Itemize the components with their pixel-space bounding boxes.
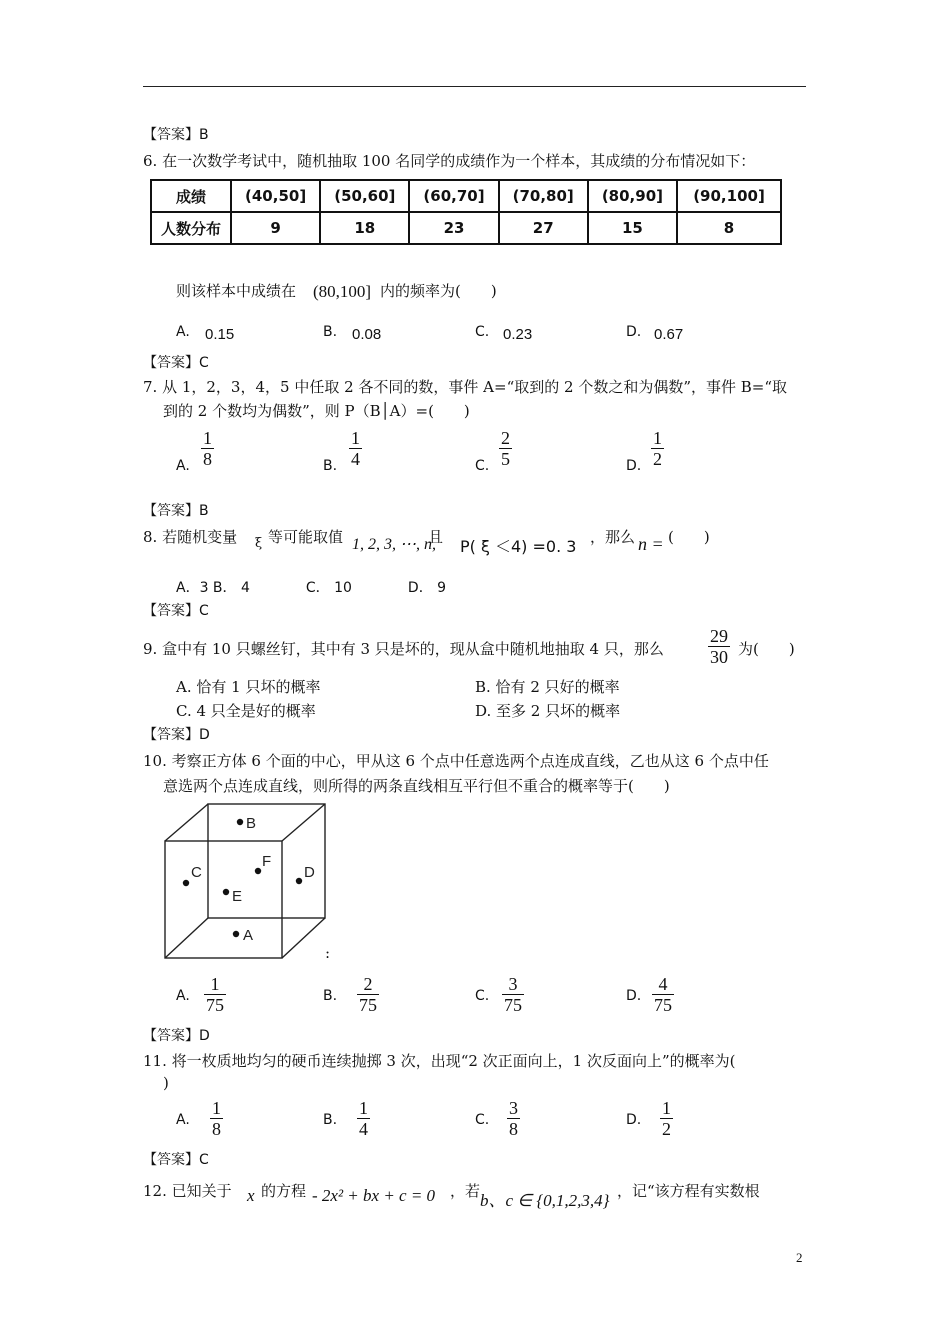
option-fraction: $\frac{4}{75}$ xyxy=(654,974,672,1015)
question-9-post: 为( ) xyxy=(738,640,795,658)
option-value: 0.67 xyxy=(654,326,684,343)
question-12-x: x xyxy=(247,1186,255,1205)
point-a xyxy=(233,931,239,937)
question-7-line1: 7. 从 1，2，3，4，5 中任取 2 各不同的数，事件 A=“取到的 2 个数之和为偶数”，事件 B=“取 xyxy=(143,378,788,396)
question-8-n: n = xyxy=(638,534,664,554)
option-fraction: $\frac{1}{8}$ xyxy=(203,428,212,469)
option-label: C. xyxy=(475,988,490,1004)
option-label: C. xyxy=(475,1112,490,1128)
option-fraction: $\frac{1}{2}$ xyxy=(662,1098,671,1139)
option: D. 至多 2 只坏的概率 xyxy=(475,702,621,720)
label-b: B xyxy=(246,815,257,832)
answer-9: 【答案】D xyxy=(143,727,210,743)
question-6-sub-pre: 则该样本中成绩在 xyxy=(176,282,297,300)
option-label: B. xyxy=(323,1112,338,1128)
cube-figure xyxy=(160,800,340,965)
answer-8: 【答案】C xyxy=(143,603,209,619)
option-fraction: $\frac{1}{4}$ xyxy=(359,1098,368,1139)
table-cell: (40,50] xyxy=(231,180,320,212)
point-d xyxy=(296,878,302,884)
question-8-options: A．3 B． 4 C． 10 D． 9 xyxy=(176,580,447,596)
question-9-fraction: $\frac{29}{30}$ xyxy=(710,626,728,667)
option-label: D. xyxy=(626,458,642,474)
question-8-prob: P( ξ ＜4) =0. 3 xyxy=(460,537,577,556)
table-cell: 9 xyxy=(231,212,320,244)
table-cell: 15 xyxy=(588,212,677,244)
option-label: A. xyxy=(176,988,190,1004)
table-cell: (90,100] xyxy=(677,180,781,212)
point-e xyxy=(223,889,229,895)
table-row xyxy=(151,180,781,212)
point-f xyxy=(255,868,261,874)
option: B. 恰有 2 只好的概率 xyxy=(475,678,620,696)
question-8-paren: ( ) xyxy=(668,528,710,546)
option-value: 0.15 xyxy=(205,326,235,343)
option-label: D. xyxy=(626,324,642,340)
question-8-values: 1, 2, 3, ⋯, n, xyxy=(352,536,436,553)
page-number: 2 xyxy=(796,1250,803,1265)
option-fraction: $\frac{2}{5}$ xyxy=(501,428,510,469)
option-label: C. xyxy=(475,324,490,340)
option-label: A. xyxy=(176,458,190,474)
question-8-post: ，那么 xyxy=(590,528,636,546)
answer-10: 【答案】D xyxy=(143,1028,210,1044)
table-cell: 8 xyxy=(677,212,781,244)
table-cell: 27 xyxy=(499,212,588,244)
option-fraction: $\frac{2}{75}$ xyxy=(359,974,377,1015)
question-10-line2: 意选两个点连成直线，则所得的两条直线相互平行但不重合的概率等于( ) xyxy=(163,777,670,795)
question-8-and: 且 xyxy=(428,528,444,546)
question-8-pre: 8. 若随机变量 xyxy=(143,528,238,546)
question-6-sub-post: 内的频率为( ) xyxy=(380,282,497,300)
label-e: E xyxy=(232,888,243,905)
option-label: B. xyxy=(323,324,338,340)
question-11-line1: 11. 将一枚质地均匀的硬币连续抛掷 3 次，出现“2 次正面向上，1 次反面向上”的概率为( xyxy=(143,1052,736,1070)
option-value: 0.08 xyxy=(352,326,382,343)
question-12-post: ，记“该方程有实数根 xyxy=(617,1182,760,1200)
table-row xyxy=(151,212,781,244)
question-12-mid: 的方程 xyxy=(261,1182,307,1200)
score-distribution-table xyxy=(150,179,782,245)
option-label: C. xyxy=(475,458,490,474)
option-fraction: $\frac{1}{75}$ xyxy=(206,974,224,1015)
table-cell: (70,80] xyxy=(499,180,588,212)
table-cell: (60,70] xyxy=(409,180,498,212)
option-label: D. xyxy=(626,988,642,1004)
header-rule xyxy=(143,86,806,87)
option-label: D. xyxy=(626,1112,642,1128)
option-value: 0.23 xyxy=(503,326,533,343)
answer-5: 【答案】B xyxy=(143,127,209,143)
option-label: B. xyxy=(323,458,338,474)
label-c: C xyxy=(191,864,202,881)
option-fraction: $\frac{1}{8}$ xyxy=(212,1098,221,1139)
label-f: F xyxy=(262,853,272,870)
question-6-interval: (80,100] xyxy=(313,282,372,301)
question-12-ruo: ，若 xyxy=(450,1182,481,1200)
question-8-mid: 等可能取值 xyxy=(268,528,344,546)
answer-11: 【答案】C xyxy=(143,1152,209,1168)
question-10-colon: : xyxy=(325,944,331,962)
table-cell: 23 xyxy=(409,212,498,244)
question-12-set: b、c ∈ {0,1,2,3,4} xyxy=(480,1191,610,1210)
option-label: A. xyxy=(176,324,190,340)
point-b xyxy=(237,819,243,825)
question-12-pre: 12. 已知关于 xyxy=(143,1182,232,1200)
label-a: A xyxy=(243,927,254,944)
point-c xyxy=(183,880,189,886)
table-cell: (80,90] xyxy=(588,180,677,212)
table-cell: 成绩 xyxy=(151,180,231,212)
answer-7: 【答案】B xyxy=(143,503,209,519)
option-label: B. xyxy=(323,988,338,1004)
option-fraction: $\frac{3}{8}$ xyxy=(509,1098,518,1139)
option: A. 恰有 1 只坏的概率 xyxy=(176,678,321,696)
table-cell: 18 xyxy=(320,212,409,244)
question-10-line1: 10. 考察正方体 6 个面的中心，甲从这 6 个点中任意选两个点连成直线，乙也从这 6 个点中任 xyxy=(143,752,769,770)
option-label: A. xyxy=(176,1112,190,1128)
question-7-line2: 到的 2 个数均为偶数”，则 P（B│A）=( ) xyxy=(163,402,470,420)
question-8-xi: ξ xyxy=(255,536,263,551)
option-fraction: $\frac{1}{4}$ xyxy=(351,428,360,469)
table-cell: (50,60] xyxy=(320,180,409,212)
option-fraction: $\frac{3}{75}$ xyxy=(504,974,522,1015)
question-9-stem: 9. 盒中有 10 只螺丝钉，其中有 3 只是坏的，现从盒中随机地抽取 4 只，那么 xyxy=(143,640,664,658)
question-6-stem: 6. 在一次数学考试中，随机抽取 100 名同学的成绩作为一个样本，其成绩的分布情况如下： xyxy=(143,152,756,170)
option-fraction: $\frac{1}{2}$ xyxy=(653,428,662,469)
answer-6: 【答案】C xyxy=(143,355,209,371)
table-cell: 人数分布 xyxy=(151,212,231,244)
question-12-equation: - 2x² + bx + c = 0 xyxy=(312,1186,436,1205)
option: C. 4 只全是好的概率 xyxy=(176,702,316,720)
question-11-line2: ) xyxy=(163,1074,169,1092)
label-d: D xyxy=(304,864,315,881)
